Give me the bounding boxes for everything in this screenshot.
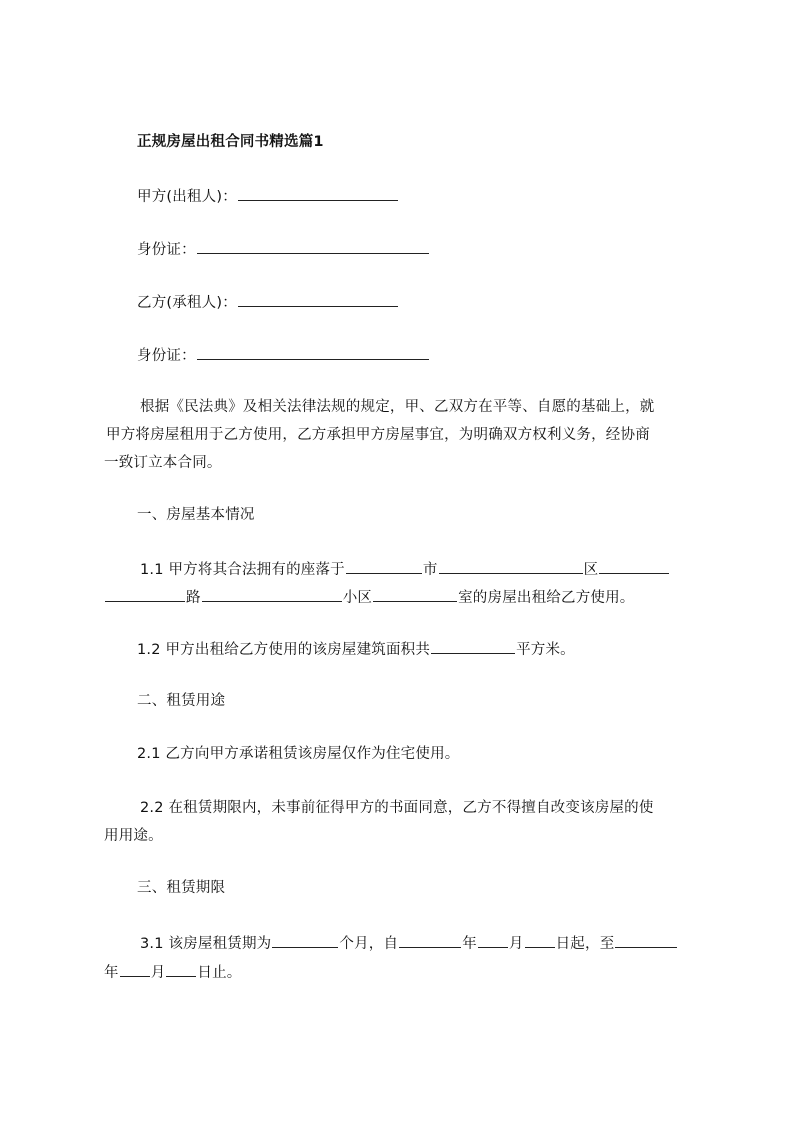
clause-3-1-part6: 年 [104, 965, 119, 981]
clause-3-1-part3: 年 [462, 936, 477, 952]
clause-3-1-part2: 个月，自 [339, 936, 399, 952]
party-a-id-blank [197, 238, 429, 254]
clause-3-1-part1: 3.1 该房屋租赁期为 [140, 936, 272, 952]
intro-line-2: 甲方将房屋租用于乙方使用，乙方承担甲方房屋事宜，为明确双方权利义务，经协商 [106, 427, 650, 443]
clause-1-1-line-1 [140, 558, 670, 579]
city-blank [346, 558, 422, 574]
party-a-blank [238, 185, 398, 201]
clause-1-1-part1: 1.1 甲方将其合法拥有的座落于 [140, 562, 345, 578]
clause-3-1-line-2 [104, 961, 242, 982]
end-year-blank-1 [615, 932, 677, 948]
start-month-blank [478, 932, 508, 948]
section-1-heading: 一、房屋基本情况 [137, 507, 255, 523]
clause-1-2-part2: 平方米。 [516, 642, 575, 658]
end-month-blank [120, 961, 150, 977]
clause-1-1-part5: 小区 [342, 590, 373, 606]
party-b-label: 乙方(承租人)： [137, 295, 237, 311]
months-blank [272, 932, 338, 948]
clause-1-1-part4: 路 [186, 590, 201, 606]
clause-1-1-part2: 市 [422, 562, 438, 578]
intro-line-1: 根据《民法典》及相关法律法规的规定，甲、乙双方在平等、自愿的基础上，就 [140, 399, 655, 415]
party-a-id-label: 身份证： [137, 242, 196, 258]
clause-1-1-part6: 室的房屋出租给乙方使用。 [458, 590, 635, 606]
room-blank [373, 586, 457, 602]
party-b-id-blank [197, 344, 429, 360]
party-b-row [137, 291, 399, 312]
start-day-blank [525, 932, 555, 948]
clause-1-1-line-2 [104, 586, 635, 607]
section-3-heading: 三、租赁期限 [137, 880, 226, 896]
road-blank-1 [599, 558, 669, 574]
party-a-id-row [137, 238, 430, 259]
road-blank-2 [105, 586, 185, 602]
area-blank [431, 638, 515, 654]
clause-1-1-part3: 区 [583, 562, 599, 578]
party-b-id-row [137, 344, 430, 365]
section-2-heading: 二、租赁用途 [137, 693, 226, 709]
party-b-blank [238, 291, 398, 307]
clause-3-1-part4: 月 [508, 936, 524, 952]
clause-2-1: 2.1 乙方向甲方承诺租赁该房屋仅作为住宅使用。 [137, 746, 460, 762]
document-title: 正规房屋出租合同书精选篇1 [137, 134, 324, 150]
clause-3-1-line-1 [140, 932, 678, 953]
intro-line-3: 一致订立本合同。 [104, 455, 222, 471]
party-a-row [137, 185, 399, 206]
party-b-id-label: 身份证： [137, 348, 196, 364]
clause-2-2-line-1: 2.2 在租赁期限内，未事前征得甲方的书面同意，乙方不得擅自改变该房屋的使 [140, 800, 654, 816]
clause-3-1-part7: 月 [150, 965, 166, 981]
party-a-label: 甲方(出租人)： [137, 189, 237, 205]
clause-1-2 [137, 638, 575, 659]
district-blank [439, 558, 583, 574]
clause-1-2-part1: 1.2 甲方出租给乙方使用的该房屋建筑面积共 [137, 642, 431, 658]
clause-3-1-part5: 日起，至 [555, 936, 615, 952]
start-year-blank [399, 932, 461, 948]
community-blank [202, 586, 342, 602]
end-day-blank [166, 961, 196, 977]
clause-2-2-line-2: 用用途。 [104, 828, 163, 844]
clause-3-1-part8: 日止。 [197, 965, 242, 981]
